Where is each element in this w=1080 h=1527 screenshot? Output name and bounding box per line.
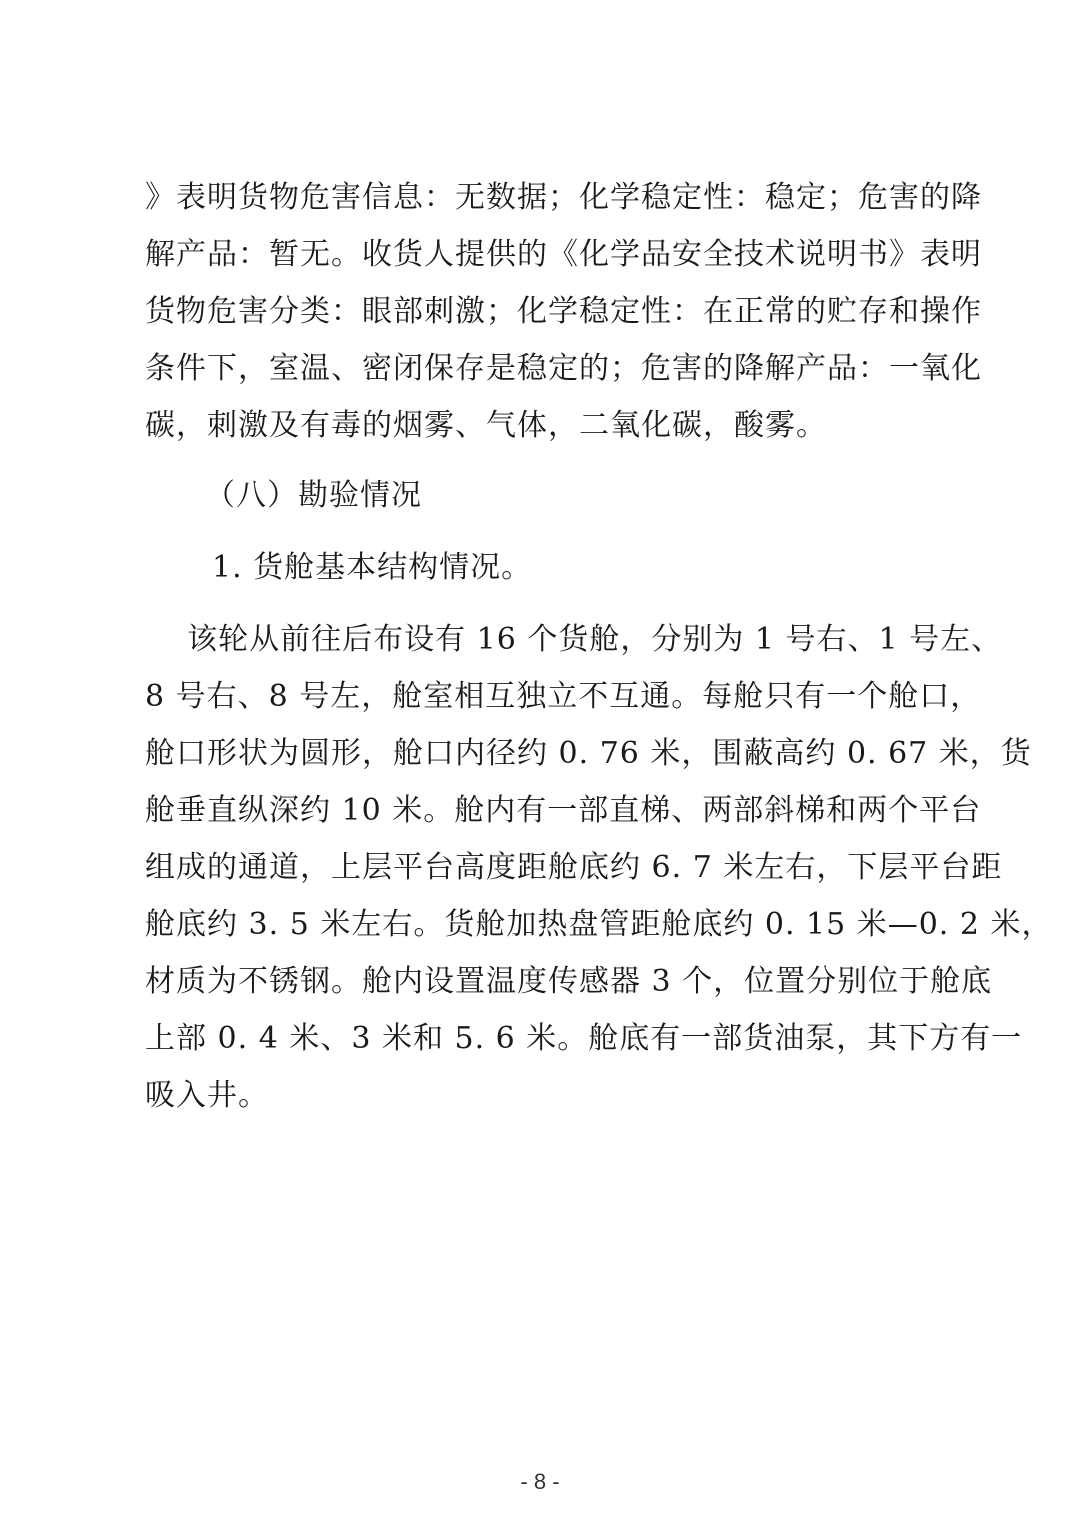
paragraph-2-line: 材质为不锈钢。舱内设置温度传感器 3 个，位置分别位于舱底 (145, 964, 993, 999)
paragraph-2-line: 8 号右、8 号左，舱室相互独立不互通。每舱只有一个舱口， (145, 679, 982, 714)
paragraph-1-line: 碳，刺激及有毒的烟雾、气体，二氧化碳，酸雾。 (145, 408, 827, 443)
paragraph-1-line: 条件下，室温、密闭保存是稳定的；危害的降解产品：一氧化 (145, 351, 982, 386)
paragraph-1-line: 解产品：暂无。收货人提供的《化学品安全技术说明书》表明 (145, 237, 982, 272)
paragraph-2-line: 上部 0. 4 米、3 米和 5. 6 米。舱底有一部货油泵，其下方有一 (145, 1021, 1023, 1056)
paragraph-2-line: 吸入井。 (145, 1078, 269, 1113)
subheading: 1. 货舱基本结构情况。 (212, 550, 533, 585)
paragraph-2-line: 舱口形状为圆形，舱口内径约 0. 76 米，围蔽高约 0. 67 米，货 (145, 736, 1032, 771)
paragraph-2-line: 该轮从前往后布设有 16 个货舱，分别为 1 号右、1 号左、 (145, 622, 1003, 657)
paragraph-1-line: 货物危害分类：眼部刺激；化学稳定性：在正常的贮存和操作 (145, 294, 982, 329)
paragraph-2-line: 舱底约 3. 5 米左右。货舱加热盘管距舱底约 0. 15 米—0. 2 米， (145, 907, 1053, 942)
section-heading: （八）勘验情况 (205, 478, 422, 513)
paragraph-2-line: 组成的通道，上层平台高度距舱底约 6. 7 米左右，下层平台距 (145, 850, 1003, 885)
page-number: - 8 - (520, 1469, 560, 1494)
paragraph-2-line: 舱垂直纵深约 10 米。舱内有一部直梯、两部斜梯和两个平台 (145, 793, 982, 828)
paragraph-1-line: 》表明货物危害信息：无数据；化学稳定性：稳定；危害的降 (145, 180, 982, 215)
